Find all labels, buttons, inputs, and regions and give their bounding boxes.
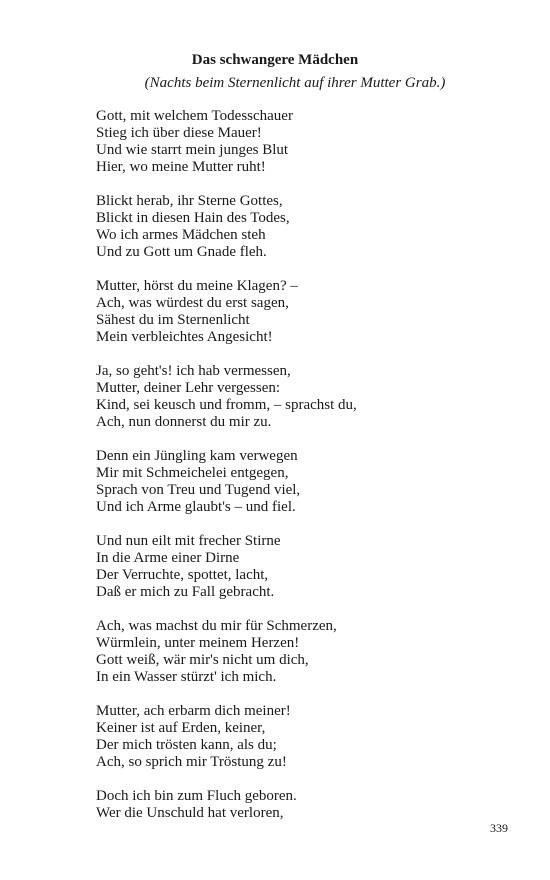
poem-title: Das schwangere Mädchen — [191, 52, 359, 68]
stanza — [96, 278, 516, 346]
verse-line: Sähest du im Sternenlicht — [96, 312, 250, 328]
verse-line: Stieg ich über diese Mauer! — [96, 125, 262, 141]
verse-line: Mir mit Schmeichelei entgegen, — [96, 465, 289, 481]
stanza — [96, 618, 516, 686]
verse-line: Blickt herab, ihr Sterne Gottes, — [96, 193, 283, 209]
verse-line: Ja, so geht's! ich hab vermessen, — [96, 363, 291, 379]
verse-line: Würmlein, unter meinem Herzen! — [96, 635, 300, 651]
verse-line: Mutter, deiner Lehr vergessen: — [96, 380, 281, 396]
verse-line: Gott weiß, wär mir's nicht um dich, — [96, 652, 309, 668]
stanza — [96, 788, 516, 822]
verse-line: Denn ein Jüngling kam verwegen — [96, 448, 298, 464]
stanza — [96, 448, 516, 516]
stanza — [96, 108, 516, 176]
stanza — [96, 703, 516, 771]
stanza — [96, 363, 516, 431]
verse-line: Ach, was würdest du erst sagen, — [96, 295, 289, 311]
verse-line: Wo ich armes Mädchen steh — [96, 227, 266, 243]
verse-line: In die Arme einer Dirne — [96, 550, 240, 566]
poem-subtitle: (Nachts beim Sternenlicht auf ihrer Mutter Grab.) — [144, 75, 446, 91]
verse-line: Hier, wo meine Mutter ruht! — [96, 159, 266, 175]
verse-line: Wer die Unschuld hat verloren, — [96, 805, 284, 821]
verse-line: Kind, sei keusch und fromm, – sprachst du, — [96, 397, 357, 413]
verse-line: Und zu Gott um Gnade fleh. — [96, 244, 267, 260]
verse-line: Ach, was machst du mir für Schmerzen, — [96, 618, 337, 634]
verse-line: Und ich Arme glaubt's – und fiel. — [96, 499, 296, 515]
verse-line: Doch ich bin zum Fluch geboren. — [96, 788, 297, 804]
poem-body — [96, 108, 516, 839]
verse-line: Mutter, hörst du meine Klagen? – — [96, 278, 298, 294]
verse-line: Der Verruchte, spottet, lacht, — [96, 567, 269, 583]
stanza — [96, 533, 516, 601]
verse-line: Gott, mit welchem Todesschauer — [96, 108, 293, 124]
verse-line: Mutter, ach erbarm dich meiner! — [96, 703, 291, 719]
verse-line: Daß er mich zu Fall gebracht. — [96, 584, 275, 600]
verse-line: Sprach von Treu und Tugend viel, — [96, 482, 301, 498]
verse-line: Und nun eilt mit frecher Stirne — [96, 533, 281, 549]
page-number: 339 — [490, 821, 508, 835]
verse-line: Keiner ist auf Erden, keiner, — [96, 720, 266, 736]
verse-line: Blickt in diesen Hain des Todes, — [96, 210, 290, 226]
verse-line: In ein Wasser stürzt' ich mich. — [96, 669, 277, 685]
verse-line: Und wie starrt mein junges Blut — [96, 142, 289, 158]
verse-line: Mein verbleichtes Angesicht! — [96, 329, 273, 345]
verse-line: Ach, so sprich mir Tröstung zu! — [96, 754, 287, 770]
verse-line: Der mich trösten kann, als du; — [96, 737, 277, 753]
stanza — [96, 193, 516, 261]
verse-line: Ach, nun donnerst du mir zu. — [96, 414, 272, 430]
